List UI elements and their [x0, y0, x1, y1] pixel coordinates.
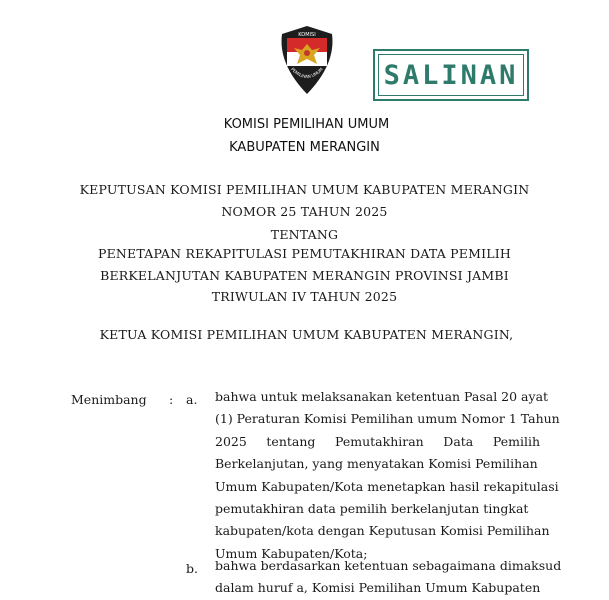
org-name: KOMISI PEMILIHAN UMUM [223, 117, 390, 132]
paragraph-line: (1) Peraturan Komisi Pemilihan umum Nomor 1 Tahun [215, 411, 560, 427]
decree-number: NOMOR 25 TAHUN 2025 [221, 204, 388, 219]
paragraph-line: dalam huruf a, Komisi Pemilihan Umum Kabupaten [215, 580, 541, 596]
considering-label: Menimbang [71, 392, 147, 407]
paragraph-line: pemutakhiran data pemilih berkelanjutan tingkat [215, 500, 529, 516]
paragraph-line: 2025 tentang Pemutakhiran Data Pemilih [215, 433, 540, 449]
paragraph-line: bahwa berdasarkan ketentuan sebagaimana dimaksud [215, 558, 562, 573]
paragraph-line: kabupaten/kota dengan Keputusan Komisi Pemilihan [215, 523, 550, 539]
org-region: KABUPATEN MERANGIN [229, 140, 380, 155]
decree-title: KEPUTUSAN KOMISI PEMILIHAN UMUM KABUPATEN MERANGIN [79, 182, 530, 197]
paragraph-line: Berkelanjutan, yang menyatakan Komisi Pemilihan [215, 456, 538, 472]
paragraph-line: bahwa untuk melaksanakan ketentuan Pasal 20 ayat [215, 389, 549, 404]
considering-item-b [215, 555, 562, 600]
salinan-stamp [373, 49, 529, 101]
stamp-text: SALINAN [383, 59, 519, 91]
paragraph-line: Umum Kabupaten/Kota; [215, 545, 368, 561]
decree-about: TENTANG [270, 227, 339, 242]
item-marker-a: a. [186, 392, 198, 407]
svg-text:KOMISI: KOMISI [298, 32, 316, 38]
considering-item-a [215, 386, 560, 565]
decree-issuer: KETUA KOMISI PEMILIHAN UMUM KABUPATEN MERANGIN, [99, 327, 514, 342]
considering-colon: : [169, 392, 174, 407]
paragraph-line: Umum Kabupaten/Kota menetapkan hasil rekapitulasi [215, 478, 559, 494]
decree-subject-line: PENETAPAN REKAPITULASI PEMUTAKHIRAN DATA PEMILIH [97, 246, 511, 261]
item-marker-b: b. [186, 561, 198, 576]
decree-subject-line: BERKELANJUTAN KABUPATEN MERANGIN PROVINSI JAMBI [100, 268, 509, 283]
kpu-logo [276, 24, 338, 96]
svg-text:PEMILIHAN UMUM: PEMILIHAN UMUM [290, 66, 324, 80]
decree-subject-line: TRIWULAN IV TAHUN 2025 [211, 289, 398, 304]
